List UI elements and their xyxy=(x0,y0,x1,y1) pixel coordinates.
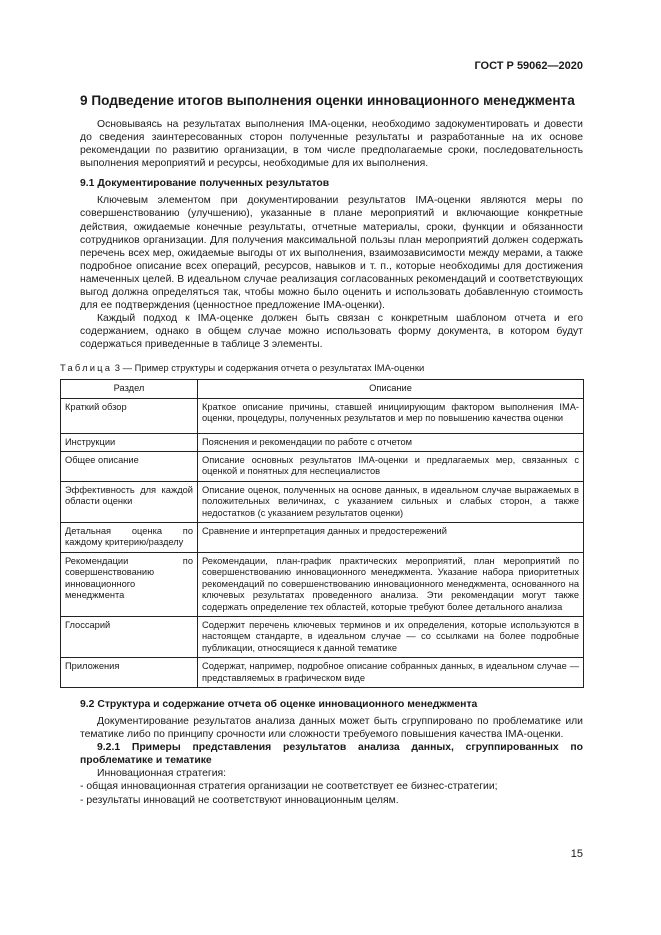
table-header-row xyxy=(61,379,584,398)
section-9-2-paragraph: Документирование результатов анализа данных может быть сгруппировано по проблематике или тематике либо по принципу срочности или сложности требуемого повышения качества IMA-оценки. xyxy=(80,716,583,741)
header-section: Раздел xyxy=(61,379,198,398)
table-row xyxy=(61,616,584,657)
row-section: Приложения xyxy=(61,658,198,688)
section-9-2-title: 9.2 Структура и содержание отчета об оценке инновационного менеджмента xyxy=(80,699,478,710)
table-row xyxy=(61,451,584,481)
row-section: Эффективность для каждой области оценки xyxy=(61,481,198,522)
section-9-1-paragraph-2: Каждый подход к IMA-оценке должен быть связан с конкретным шаблоном отчета и его содержанием, однако в общем случае можно использовать форму документа, в котором будут содержаться приведенные в таблице 3 элементы. xyxy=(80,313,583,351)
row-section: Глоссарий xyxy=(61,616,198,657)
table-caption-text: 3 — Пример структуры и содержания отчета о результатах IMA-оценки xyxy=(112,361,425,373)
table-row xyxy=(61,522,584,552)
table-row xyxy=(61,658,584,688)
row-description: Содержит перечень ключевых терминов и их определения, которые используются в настоящем стандарте, в идеальном случае — со ссылками на более подробные публикации, относящиеся к данной тематике xyxy=(198,616,584,657)
list-item: - общая инновационная стратегия организации не соответствует ее бизнес-стратегии; xyxy=(80,781,498,793)
row-section: Инструкции xyxy=(61,433,198,451)
section-9-intro: Основываясь на результатах выполнения IMA-оценки, необходимо задокументировать и довести до сведения заинтересованных сторон полученные результаты и разработанные на их основе рекомендации по развитию организации, в том числе предполагаемые сроки, последовательность выполнения мероприятий и ресурсы, необходимые для их выполнения. xyxy=(80,119,583,170)
row-description: Содержат, например, подробное описание собранных данных, в идеальном случае — представляемых в графическом виде xyxy=(198,658,584,688)
page-number: 15 xyxy=(570,848,583,860)
row-description: Сравнение и интерпретация данных и предостережений xyxy=(198,522,584,552)
row-description: Описание оценок, полученных на основе данных, в идеальном случае выражаемых в положительных величинах, с указанием сильных и слабых сторон, а также недостатков (с указанием результатов оценки) xyxy=(198,481,584,522)
row-section: Краткий обзор xyxy=(61,398,198,433)
strategy-list xyxy=(80,780,583,806)
section-9-1-paragraph-1: Ключевым элементом при документировании результатов IMA-оценки являются меры по совершенствованию (улучшению), указанные в плане мероприятий и включающие конкретные действия, ожидаемые конечные результаты, отчетные материалы, сроки, функции и обязанности сотрудников организации. Для получения максимальной пользы план мероприятий должен содержать перечень всех мер, ожидаемые выгоды от их выполнения, взаимозависимости между мерами, а также подробное описание всех операций, ресурсов, навыков и т. п., которые необходимы для достижения намеченных целей. В идеальном случае реализация согласованных рекомендаций и соответствующих выгод должна определяться так, чтобы можно было оценить и использовать добавленную стоимость для ее подтверждения (ценностное предложение IMA-оценки). xyxy=(80,195,583,312)
row-section: Рекомендации по совершенствованию инновационного менеджмента xyxy=(61,552,198,616)
section-9-title: 9 Подведение итогов выполнения оценки инновационного менеджмента xyxy=(80,93,575,108)
section-9-2-1-title: 9.2.1 Примеры представления результатов анализа данных, сгруппированных по проблематике и тематике xyxy=(80,742,583,767)
row-description: Описание основных результатов IMA-оценки и предлагаемых мер, связанных с оценкой и понятных для неспециалистов xyxy=(198,451,584,481)
row-description: Краткое описание причины, ставшей инициирующим фактором выполнения IMA-оценки, процедуры, полученных результатов и мер по повышению качества оценки xyxy=(198,398,584,433)
header-description: Описание xyxy=(198,379,584,398)
report-structure-table xyxy=(60,379,584,689)
strategy-label: Инновационная стратегия: xyxy=(97,768,227,780)
table-row xyxy=(61,433,584,451)
table-row xyxy=(61,481,584,522)
table-row xyxy=(61,552,584,616)
row-section: Общее описание xyxy=(61,451,198,481)
document-number: ГОСТ Р 59062—2020 xyxy=(474,60,583,72)
page-content xyxy=(60,92,583,807)
section-9-1-title: 9.1 Документирование полученных результатов xyxy=(80,178,330,190)
row-description: Пояснения и рекомендации по работе с отчетом xyxy=(198,433,584,451)
row-description: Рекомендации, план-график практических мероприятий, план мероприятий по совершенствованию инновационного менеджмента. Указание набора приоритетных рекомендаций по совершенствованию инновационного менеджмента, основанного на ключевых результатах проведенного анализа. Эти рекомендации могут также содержать определение тех областей, которые требуют более детального анализа xyxy=(198,552,584,616)
table-caption-word: Таблица xyxy=(60,361,113,373)
table-caption xyxy=(60,362,583,373)
table-row xyxy=(61,398,584,433)
list-item: - результаты инноваций не соответствуют инновационным целям. xyxy=(80,794,399,806)
row-section: Детальная оценка по каждому критерию/разделу xyxy=(61,522,198,552)
